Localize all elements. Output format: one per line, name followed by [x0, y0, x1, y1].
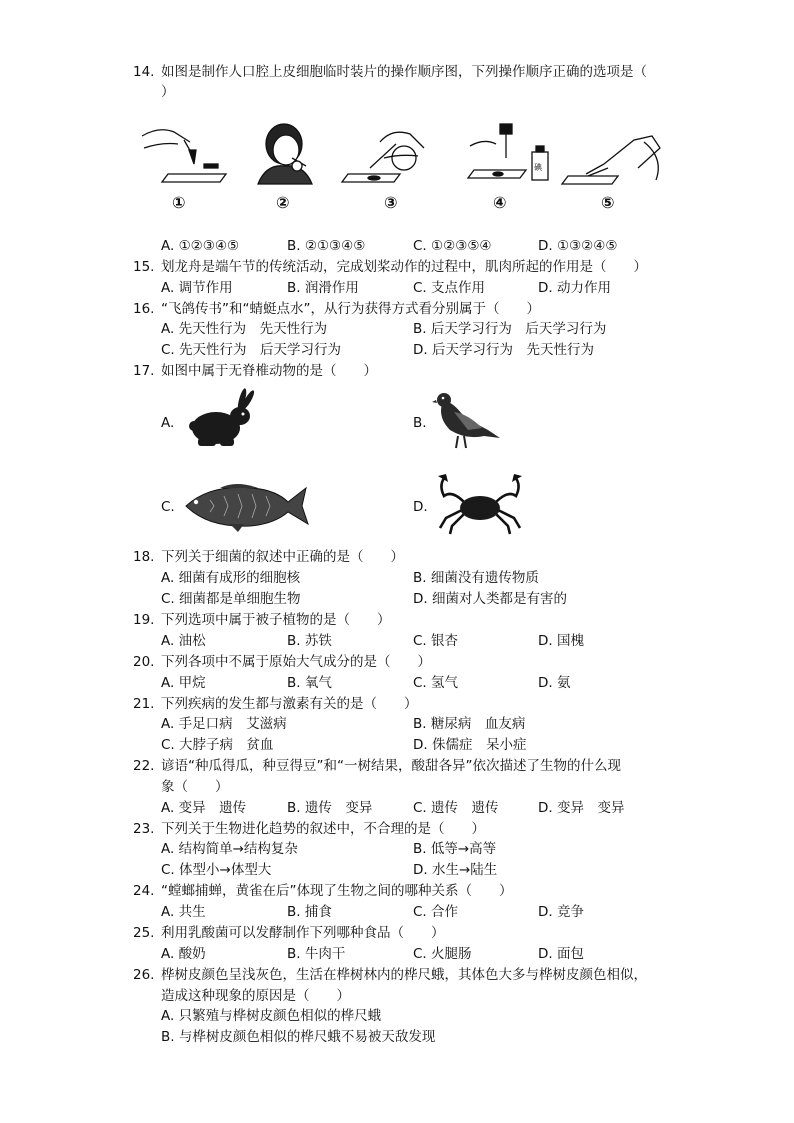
- q16-option-d[interactable]: D. 后天学习行为 先天性行为: [413, 342, 594, 358]
- q17-option-b-label[interactable]: B.: [413, 415, 427, 431]
- q26-option-b[interactable]: B. 与桦树皮颜色相似的桦尺蛾不易被天敌发现: [161, 1029, 436, 1045]
- q23-option-a[interactable]: A. 结构简单→结构复杂: [161, 841, 298, 857]
- q21-number: 21.: [133, 696, 155, 712]
- q23-number: 23.: [133, 821, 155, 837]
- q26-number: 26.: [133, 967, 155, 983]
- q14-option-c[interactable]: C. ①②③⑤④: [413, 238, 492, 254]
- q18-stem: 下列关于细菌的叙述中正确的是（ ）: [161, 549, 404, 565]
- q14-option-b[interactable]: B. ②①③④⑤: [287, 238, 366, 254]
- q24-stem: “螳螂捕蝉，黄雀在后”体现了生物之间的哪种关系（ ）: [161, 883, 513, 899]
- q16-number: 16.: [133, 301, 155, 317]
- q25-option-a[interactable]: A. 酸奶: [161, 946, 206, 962]
- step-label-1: ①: [172, 193, 186, 212]
- q20-stem: 下列各项中不属于原始大气成分的是（ ）: [161, 654, 431, 670]
- q16-option-a[interactable]: A. 先天性行为 先天性行为: [161, 321, 328, 337]
- pigeon-image[interactable]: [432, 386, 504, 452]
- q25-option-d[interactable]: D. 面包: [538, 946, 584, 962]
- q20-option-d[interactable]: D. 氨: [538, 675, 571, 691]
- q14-procedure-figure: [134, 118, 664, 216]
- step5-tweezers-coverslip: [562, 136, 660, 184]
- q16-option-c[interactable]: C. 先天性行为 后天学习行为: [161, 342, 342, 358]
- q21-option-a[interactable]: A. 手足口病 艾滋病: [161, 716, 287, 732]
- step-label-4: ④: [493, 193, 507, 212]
- q15-option-d[interactable]: D. 动力作用: [538, 280, 611, 296]
- q15-option-c[interactable]: C. 支点作用: [413, 280, 486, 296]
- q21-option-c[interactable]: C. 大脖子病 贫血: [161, 737, 274, 753]
- q14-option-d[interactable]: D. ①③②④⑤: [538, 238, 618, 254]
- q22-option-c[interactable]: C. 遗传 遗传: [413, 800, 499, 816]
- rabbit-image[interactable]: [182, 388, 258, 450]
- step2-person: [258, 124, 312, 184]
- q19-stem: 下列选项中属于被子植物的是（ ）: [161, 612, 391, 628]
- q17-stem: 如图中属于无脊椎动物的是（ ）: [161, 363, 377, 379]
- q21-option-b[interactable]: B. 糖尿病 血友病: [413, 716, 526, 732]
- q26-option-a[interactable]: A. 只繁殖与桦树皮颜色相似的桦尺蛾: [161, 1008, 382, 1024]
- q22-option-d[interactable]: D. 变异 变异: [538, 800, 625, 816]
- q19-number: 19.: [133, 612, 155, 628]
- q18-option-c[interactable]: C. 细菌都是单细胞生物: [161, 591, 301, 607]
- q22-number: 22.: [133, 758, 155, 774]
- crab-image[interactable]: [434, 470, 526, 536]
- q22-stem: 谚语“种瓜得瓜，种豆得豆”和“一树结果，酸甜各异”依次描述了生物的什么现: [161, 758, 621, 774]
- q25-option-c[interactable]: C. 火腿肠: [413, 946, 472, 962]
- q17-option-c-label[interactable]: C.: [161, 499, 175, 515]
- q22-option-b[interactable]: B. 遗传 变异: [287, 800, 373, 816]
- step-label-5: ⑤: [601, 193, 615, 212]
- q15-number: 15.: [133, 259, 155, 275]
- step-label-2: ②: [276, 193, 290, 212]
- step3-swab-slide: [342, 132, 424, 182]
- q20-option-b[interactable]: B. 氧气: [287, 675, 332, 691]
- q24-option-b[interactable]: B. 捕食: [287, 904, 332, 920]
- q25-option-b[interactable]: B. 牛肉干: [287, 946, 346, 962]
- q20-number: 20.: [133, 654, 155, 670]
- q21-option-d[interactable]: D. 侏儒症 呆小症: [413, 737, 527, 753]
- q16-option-b[interactable]: B. 后天学习行为 后天学习行为: [413, 321, 607, 337]
- q18-option-b[interactable]: B. 细菌没有遗传物质: [413, 570, 539, 586]
- step-label-3: ③: [384, 193, 398, 212]
- q15-option-a[interactable]: A. 调节作用: [161, 280, 233, 296]
- q17-option-a-label[interactable]: A.: [161, 415, 175, 431]
- fish-image[interactable]: [180, 480, 310, 532]
- q19-option-a[interactable]: A. 油松: [161, 633, 206, 649]
- step1-dropper-slide: [142, 130, 226, 182]
- q21-stem: 下列疾病的发生都与激素有关的是（ ）: [161, 696, 418, 712]
- q23-option-b[interactable]: B. 低等→高等: [413, 841, 497, 857]
- q18-option-a[interactable]: A. 细菌有成形的细胞核: [161, 570, 301, 586]
- q24-option-d[interactable]: D. 竞争: [538, 904, 584, 920]
- q18-number: 18.: [133, 549, 155, 565]
- q23-option-d[interactable]: D. 水生→陆生: [413, 862, 498, 878]
- q14-number: 14.: [133, 64, 155, 80]
- q18-option-d[interactable]: D. 细菌对人类都是有害的: [413, 591, 567, 607]
- q26-stem-cont: 造成这种现象的原因是（ ）: [161, 988, 350, 1004]
- q24-option-c[interactable]: C. 合作: [413, 904, 459, 920]
- q17-number: 17.: [133, 363, 155, 379]
- q23-stem: 下列关于生物进化趋势的叙述中，不合理的是（ ）: [161, 821, 485, 837]
- q22-stem-cont: 象（ ）: [161, 779, 229, 795]
- q22-option-a[interactable]: A. 变异 遗传: [161, 800, 247, 816]
- q17-option-d-label[interactable]: D.: [413, 499, 428, 515]
- q25-number: 25.: [133, 925, 155, 941]
- q16-stem: “飞鸽传书”和“蜻蜓点水”，从行为获得方式看分别属于（ ）: [161, 301, 540, 317]
- q24-number: 24.: [133, 883, 155, 899]
- q15-stem: 划龙舟是端午节的传统活动，完成划桨动作的过程中，肌肉所起的作用是（ ）: [161, 259, 647, 275]
- step4-dropper-bottle: [468, 124, 548, 180]
- q15-option-b[interactable]: B. 润滑作用: [287, 280, 359, 296]
- q23-option-c[interactable]: C. 体型小→体型大: [161, 862, 272, 878]
- q19-option-c[interactable]: C. 银杏: [413, 633, 459, 649]
- q19-option-d[interactable]: D. 国槐: [538, 633, 584, 649]
- q14-stem: 如图是制作人口腔上皮细胞临时装片的操作顺序图，下列操作顺序正确的选项是（: [161, 64, 647, 80]
- q20-option-c[interactable]: C. 氢气: [413, 675, 459, 691]
- q25-stem: 利用乳酸菌可以发酵制作下列哪种食品（ ）: [161, 925, 445, 941]
- q14-stem-cont: ）: [161, 84, 175, 100]
- q19-option-b[interactable]: B. 苏铁: [287, 633, 332, 649]
- q26-stem: 桦树皮颜色呈浅灰色，生活在桦树林内的桦尺蛾，其体色大多与桦树皮颜色相似，: [161, 967, 647, 983]
- q20-option-a[interactable]: A. 甲烷: [161, 675, 206, 691]
- q24-option-a[interactable]: A. 共生: [161, 904, 206, 920]
- svg-text:碘: 碘: [534, 163, 542, 172]
- q14-option-a[interactable]: A. ①②③④⑤: [161, 238, 240, 254]
